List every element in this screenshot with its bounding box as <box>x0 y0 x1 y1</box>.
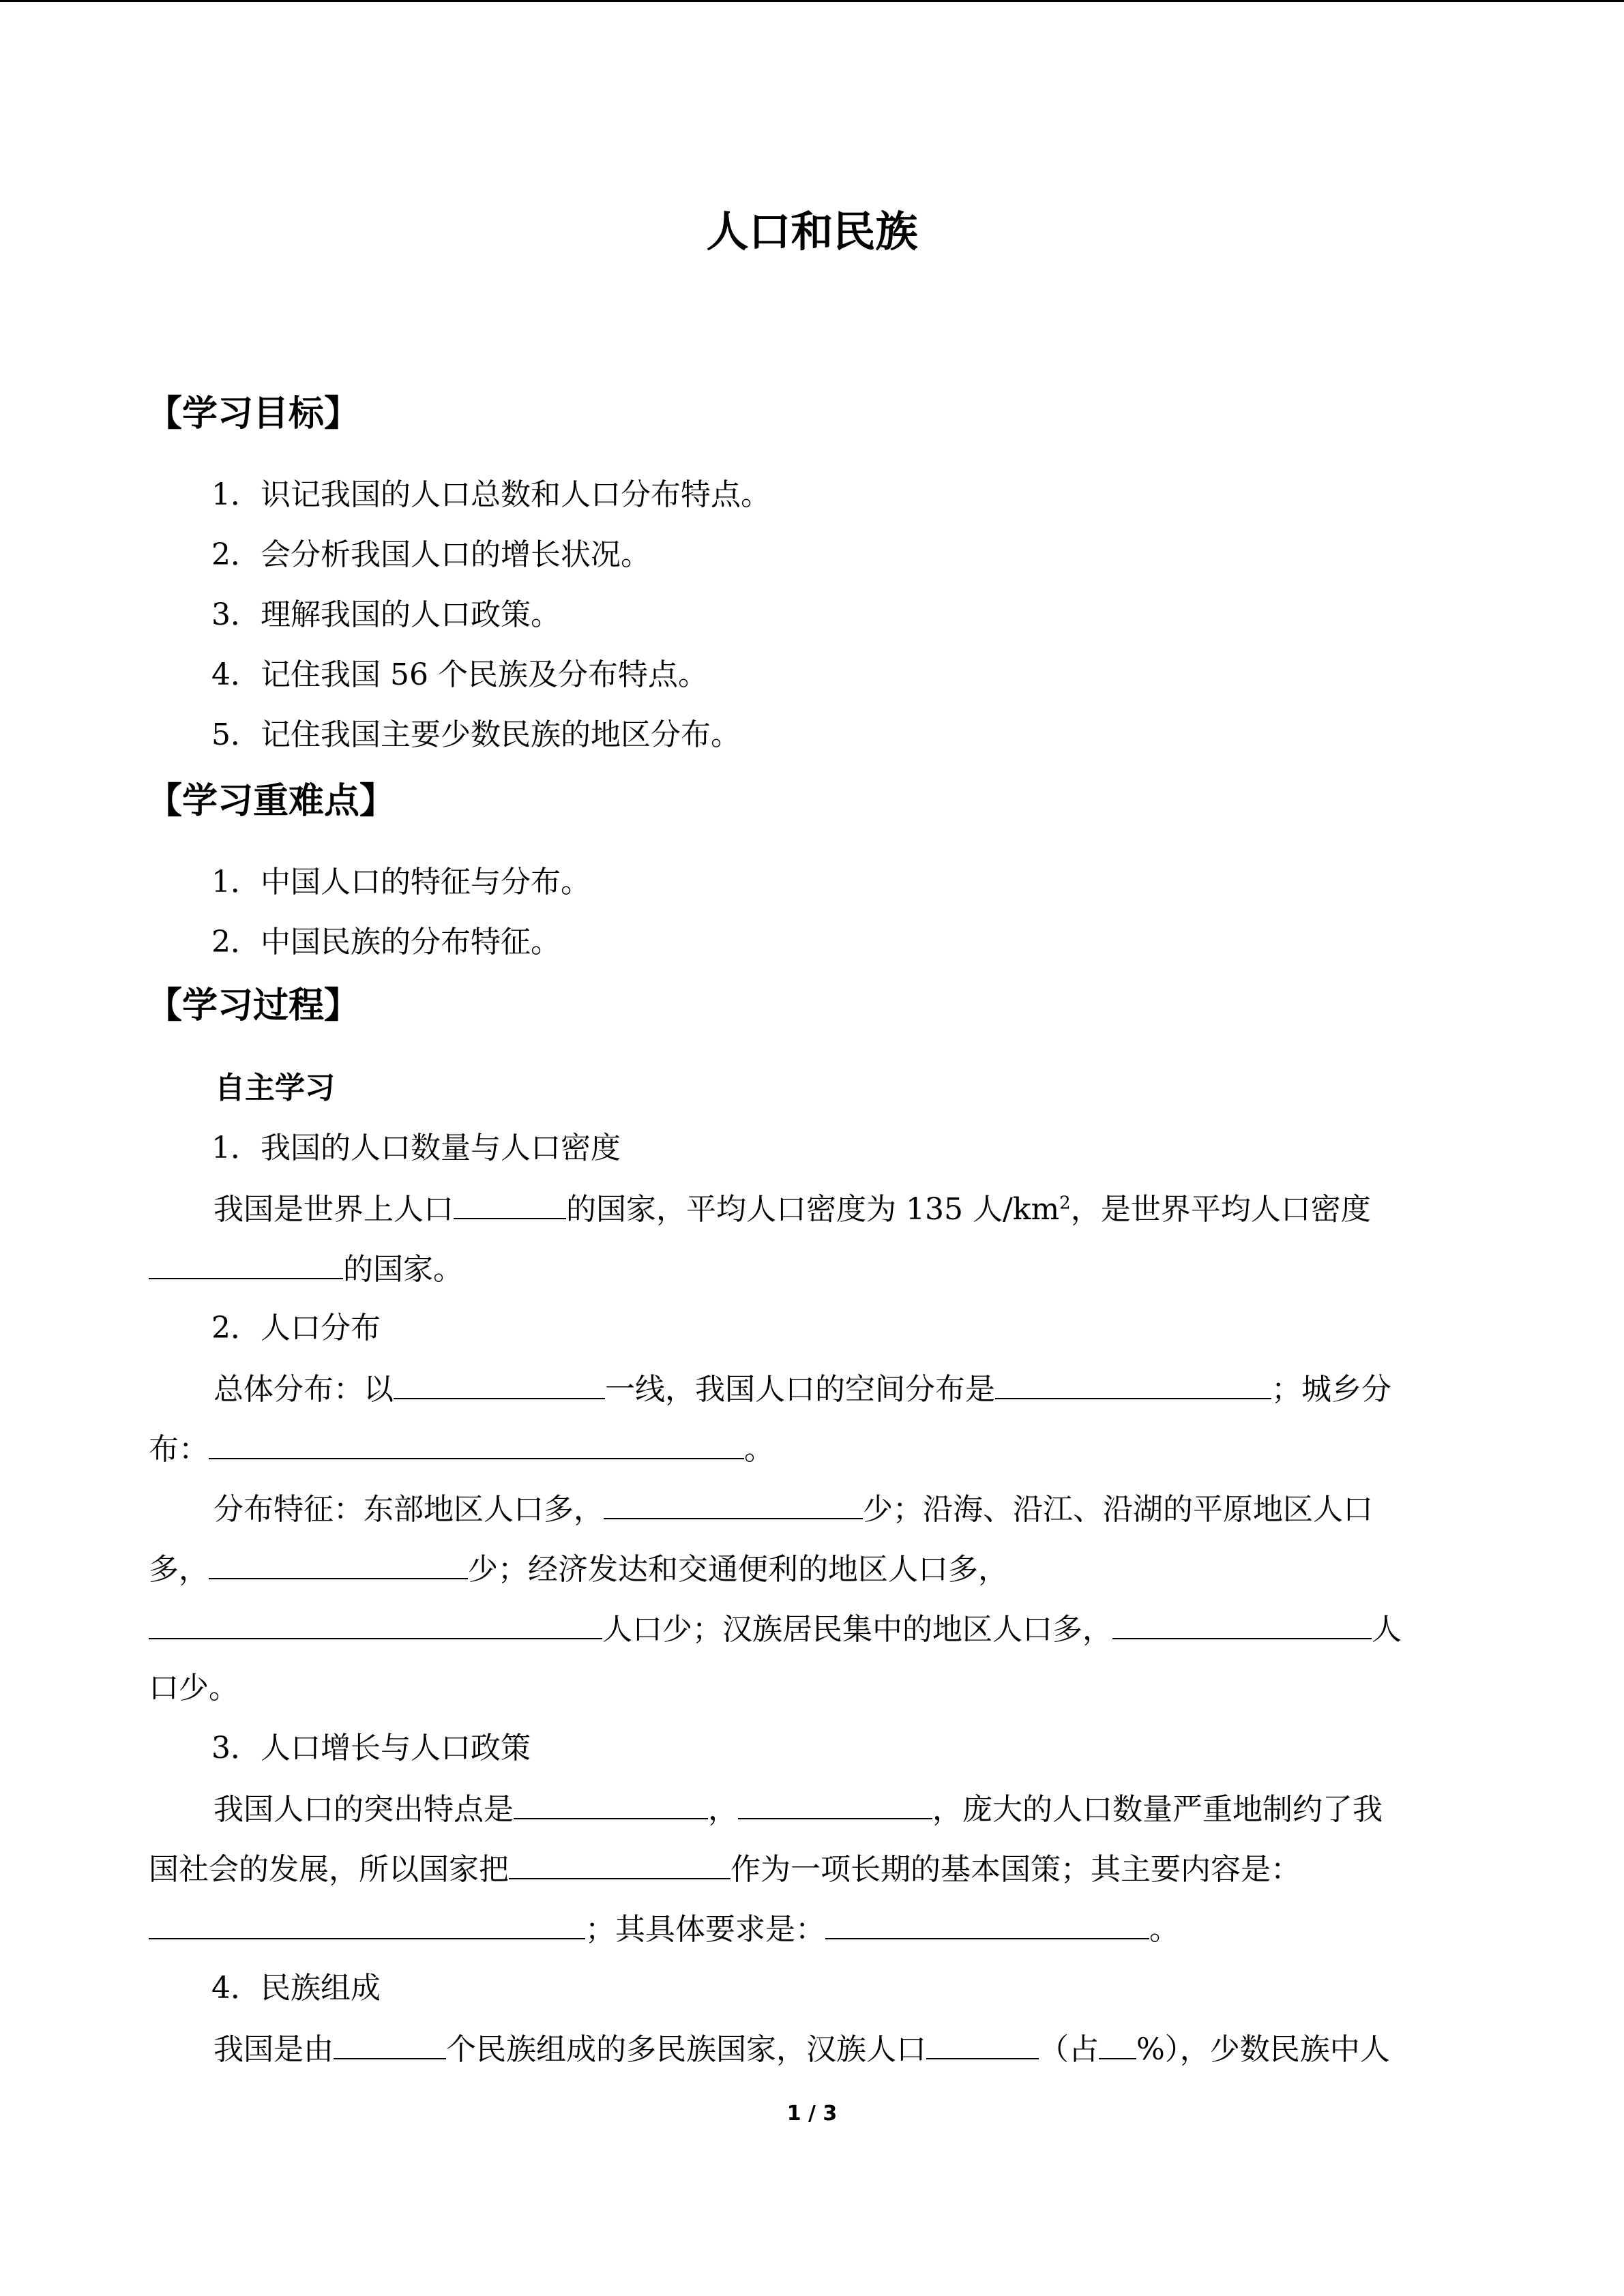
fill-blank[interactable] <box>604 1488 863 1519</box>
q1-title: 1．我国的人口数量与人口密度 <box>211 1131 621 1165</box>
objectives-heading: 【学习目标】 <box>147 393 360 434</box>
q2-line-6: 口少。 <box>149 1671 239 1705</box>
q4-line-1: 我国是由 个民族组成的多民族国家，汉族人口 （占 %），少数民族中人 <box>213 2028 1390 2070</box>
fill-blank[interactable] <box>1099 2028 1136 2059</box>
q2-title: 2．人口分布 <box>211 1311 381 1345</box>
fill-blank[interactable] <box>995 1368 1271 1399</box>
objective-item: 1．识记我国的人口总数和人口分布特点。 <box>211 477 771 512</box>
q3-line-1: 我国人口的突出特点是 ， ，庞大的人口数量严重地制约了我 <box>213 1788 1383 1830</box>
fill-blank[interactable] <box>926 2028 1039 2059</box>
fill-blank[interactable] <box>509 1848 730 1879</box>
fill-blank[interactable] <box>149 1248 343 1279</box>
objective-item: 3．理解我国的人口政策。 <box>211 597 561 632</box>
q4-title: 4．民族组成 <box>211 1971 381 2006</box>
q3-line-2: 国社会的发展，所以国家把 作为一项长期的基本国策；其主要内容是： <box>149 1848 1301 1890</box>
fill-blank[interactable] <box>149 1908 585 1939</box>
key-point-item: 2．中国民族的分布特征。 <box>211 925 561 959</box>
fill-blank[interactable] <box>334 2028 446 2059</box>
key-points-heading: 【学习重难点】 <box>147 781 396 822</box>
fill-blank[interactable] <box>825 1908 1149 1939</box>
self-study-heading: 自主学习 <box>215 1071 335 1105</box>
page-number: 1 / 3 <box>786 2102 838 2126</box>
q2-line-1: 总体分布：以 一线，我国人口的空间分布是 ；城乡分 <box>213 1368 1391 1410</box>
q1-line-1: 我国是世界上人口 的国家，平均人口密度为 135 人$/km^2$，是世界平均人口密度 <box>213 1188 1371 1230</box>
fill-blank[interactable] <box>209 1548 468 1579</box>
fill-blank[interactable] <box>394 1368 605 1399</box>
fill-blank[interactable] <box>149 1608 602 1639</box>
fill-blank[interactable] <box>514 1788 708 1819</box>
q1-line-2: 的国家。 <box>149 1248 463 1290</box>
fill-blank[interactable] <box>1112 1608 1372 1639</box>
objective-item: 2．会分析我国人口的增长状况。 <box>211 537 651 572</box>
q2-line-5: 人口少；汉族居民集中的地区人口多， 人 <box>149 1608 1402 1650</box>
q3-title: 3．人口增长与人口政策 <box>211 1731 531 1765</box>
q2-line-3: 分布特征：东部地区人口多， 少；沿海、沿江、沿湖的平原地区人口 <box>213 1488 1373 1530</box>
key-point-item: 1．中国人口的特征与分布。 <box>211 865 591 899</box>
fill-blank[interactable] <box>738 1788 932 1819</box>
q3-line-3: ；其具体要求是： 。 <box>149 1908 1179 1950</box>
q2-line-4: 多， 少；经济发达和交通便利的地区人口多， <box>149 1548 1008 1590</box>
fill-blank[interactable] <box>209 1428 744 1459</box>
fill-blank[interactable] <box>454 1188 566 1219</box>
page-title: 人口和民族 <box>706 207 918 256</box>
objective-item: 4．记住我国 56 个民族及分布特点。 <box>211 657 708 692</box>
q2-line-2: 布： 。 <box>149 1428 774 1470</box>
process-heading: 【学习过程】 <box>147 985 360 1026</box>
objective-item: 5．记住我国主要少数民族的地区分布。 <box>211 717 741 752</box>
